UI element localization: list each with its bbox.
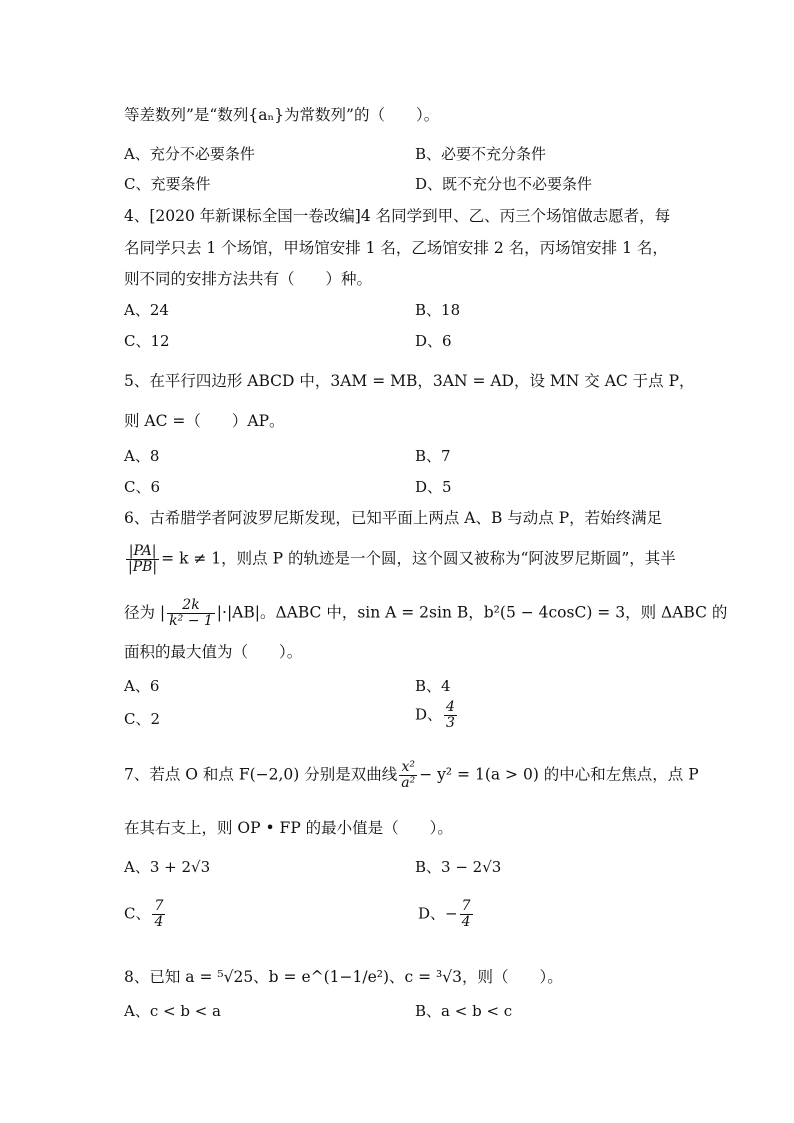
q7-option-c-fraction [152, 899, 165, 930]
q6-line-3-prefix: 径为 | [124, 603, 166, 622]
q7-line-1-prefix: 7、若点 O 和点 F(−2,0) 分别是双曲线 [124, 765, 398, 784]
q6-line-2-text: = k ≠ 1，则点 P 的轨迹是一个圆，这个圆又被称为“阿波罗尼斯圆”，其半 [161, 549, 676, 568]
q7-option-d-numerator: 7 [461, 898, 471, 914]
q7-hyperbola-denominator: a² [401, 775, 416, 791]
q4-line-2: 名同学只去 1 个场馆，甲场馆安排 1 名，乙场馆安排 2 名，丙场馆安排 1 名， [124, 239, 668, 257]
q3-option-c: C、充要条件 [124, 175, 211, 193]
q6-radius-numerator: 2k [167, 598, 215, 614]
q7-hyperbola-numerator: x² [399, 760, 417, 776]
q5-line-2: 则 AC =（ ）AP。 [124, 412, 285, 430]
q4-line-1: 4、[2020 年新课标全国一卷改编]4 名同学到甲、乙、丙三个场馆做志愿者，每 [124, 207, 671, 225]
q6-line-3-text: |·|AB|。ΔABC 中，sin A = 2sin B，b²(5 − 4cosC) = 3，则 ΔABC 的 [216, 603, 728, 622]
q6-ratio-fraction [126, 544, 159, 575]
q8-option-b: B、a < b < c [415, 1002, 513, 1020]
q6-ratio-denominator: |PB| [128, 559, 158, 575]
q3-option-b: B、必要不充分条件 [415, 145, 547, 163]
q7-hyperbola-fraction [399, 760, 417, 791]
q6-radius-fraction [167, 598, 215, 629]
q6-line-4: 面积的最大值为（ ）。 [124, 643, 303, 661]
q7-option-d-denominator: 4 [461, 914, 471, 930]
q6-option-d-prefix: D、 [415, 705, 443, 724]
q6-line-3 [124, 598, 727, 629]
q6-ratio-numerator: |PA| [126, 544, 159, 560]
q6-line-2 [124, 544, 676, 575]
q4-option-c: C、12 [124, 332, 170, 350]
q5-option-a: A、8 [124, 447, 160, 465]
q6-option-a: A、6 [124, 677, 160, 695]
q7-option-d-fraction [460, 899, 473, 930]
q6-option-b: B、4 [415, 677, 451, 695]
q4-line-3: 则不同的安排方法共有（ ）种。 [124, 270, 373, 288]
q7-line-1 [124, 760, 699, 791]
q7-option-d-prefix: D、− [418, 904, 458, 923]
q7-option-c [124, 899, 167, 930]
q7-option-b: B、3 − 2√3 [415, 858, 502, 876]
q3-option-d: D、既不充分也不必要条件 [415, 175, 593, 193]
q8-option-a: A、c < b < a [124, 1002, 221, 1020]
q6-option-d [415, 700, 459, 731]
q5-option-b: B、7 [415, 447, 451, 465]
q6-option-d-denominator: 3 [446, 715, 455, 731]
q4-option-a: A、24 [124, 301, 169, 319]
q5-option-c: C、6 [124, 478, 161, 496]
q7-option-a: A、3 + 2√3 [124, 858, 211, 876]
q4-option-d: D、6 [415, 332, 452, 350]
q3-option-a: A、充分不必要条件 [124, 145, 255, 163]
q5-option-d: D、5 [415, 478, 452, 496]
q6-radius-denominator: k² − 1 [169, 613, 213, 629]
q6-option-d-fraction [444, 700, 457, 731]
q6-option-d-numerator: 4 [446, 699, 455, 715]
q5-line-1: 5、在平行四边形 ABCD 中，3AM = MB，3AN = AD，设 MN 交 AC 于点 P， [124, 372, 695, 390]
q7-option-c-numerator: 7 [154, 898, 164, 914]
q7-option-c-denominator: 4 [154, 914, 164, 930]
q7-line-2: 在其右支上，则 OP • FP 的最小值是（ ）。 [124, 819, 453, 837]
q6-option-c: C、2 [124, 710, 161, 728]
q4-option-b: B、18 [415, 301, 461, 319]
q3-line: 等差数列”是“数列{aₙ}为常数列”的（ ）。 [124, 106, 440, 124]
q7-option-c-prefix: C、 [124, 904, 151, 923]
q6-line-1: 6、古希腊学者阿波罗尼斯发现，已知平面上两点 A、B 与动点 P，若始终满足 [124, 509, 663, 527]
q7-line-1-text: − y² = 1(a > 0) 的中心和左焦点，点 P [419, 765, 699, 784]
q8-line-1: 8、已知 a = ⁵√25、b = e^(1−1/e²)、c = ³√3，则（ ）。 [124, 968, 563, 986]
q7-option-d [418, 899, 475, 930]
